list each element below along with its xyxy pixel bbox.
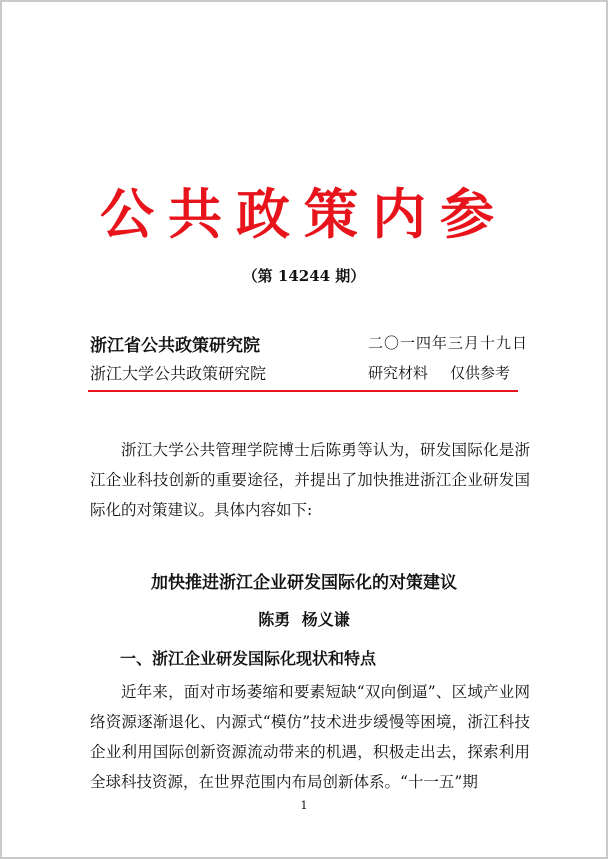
body-paragraph: 近年来，面对市场萎缩和要素短缺“双向倒逼”、区域产业网络资源逐渐退化、内源式“模仿”技术进步缓慢等困境，浙江科技企业利用国际创新资源流动带来的机遇，积极走出去，探索利用全球科技资源，在世界范围内布局创新体系。“十一五”期 — [90, 683, 530, 791]
note-left: 研究材料 — [368, 364, 429, 382]
publish-date: 二〇一四年三月十九日 — [368, 334, 529, 352]
intro-paragraph: 浙江大学公共管理学院博士后陈勇等认为，研发国际化是浙江企业科技创新的重要途径，并提出了加快推进浙江企业研发国际化的对策建议。具体内容如下: — [90, 441, 530, 519]
masthead-title: 公共政策内参 — [100, 183, 508, 246]
header-divider — [88, 390, 518, 392]
org-secondary: 浙江大学公共政策研究院 — [90, 364, 267, 383]
page-number: 1 — [300, 799, 308, 812]
org-primary: 浙江省公共政策研究院 — [90, 336, 260, 356]
article-title: 加快推进浙江企业研发国际化的对策建议 — [151, 573, 457, 593]
section-heading: 一、浙江企业研发国际化现状和特点 — [120, 649, 377, 668]
note-right: 仅供参考 — [450, 364, 511, 382]
issue-number: （第 14244 期） — [242, 267, 366, 285]
distribution-note — [368, 362, 510, 383]
article-authors: 陈勇 杨义谦 — [258, 610, 350, 629]
